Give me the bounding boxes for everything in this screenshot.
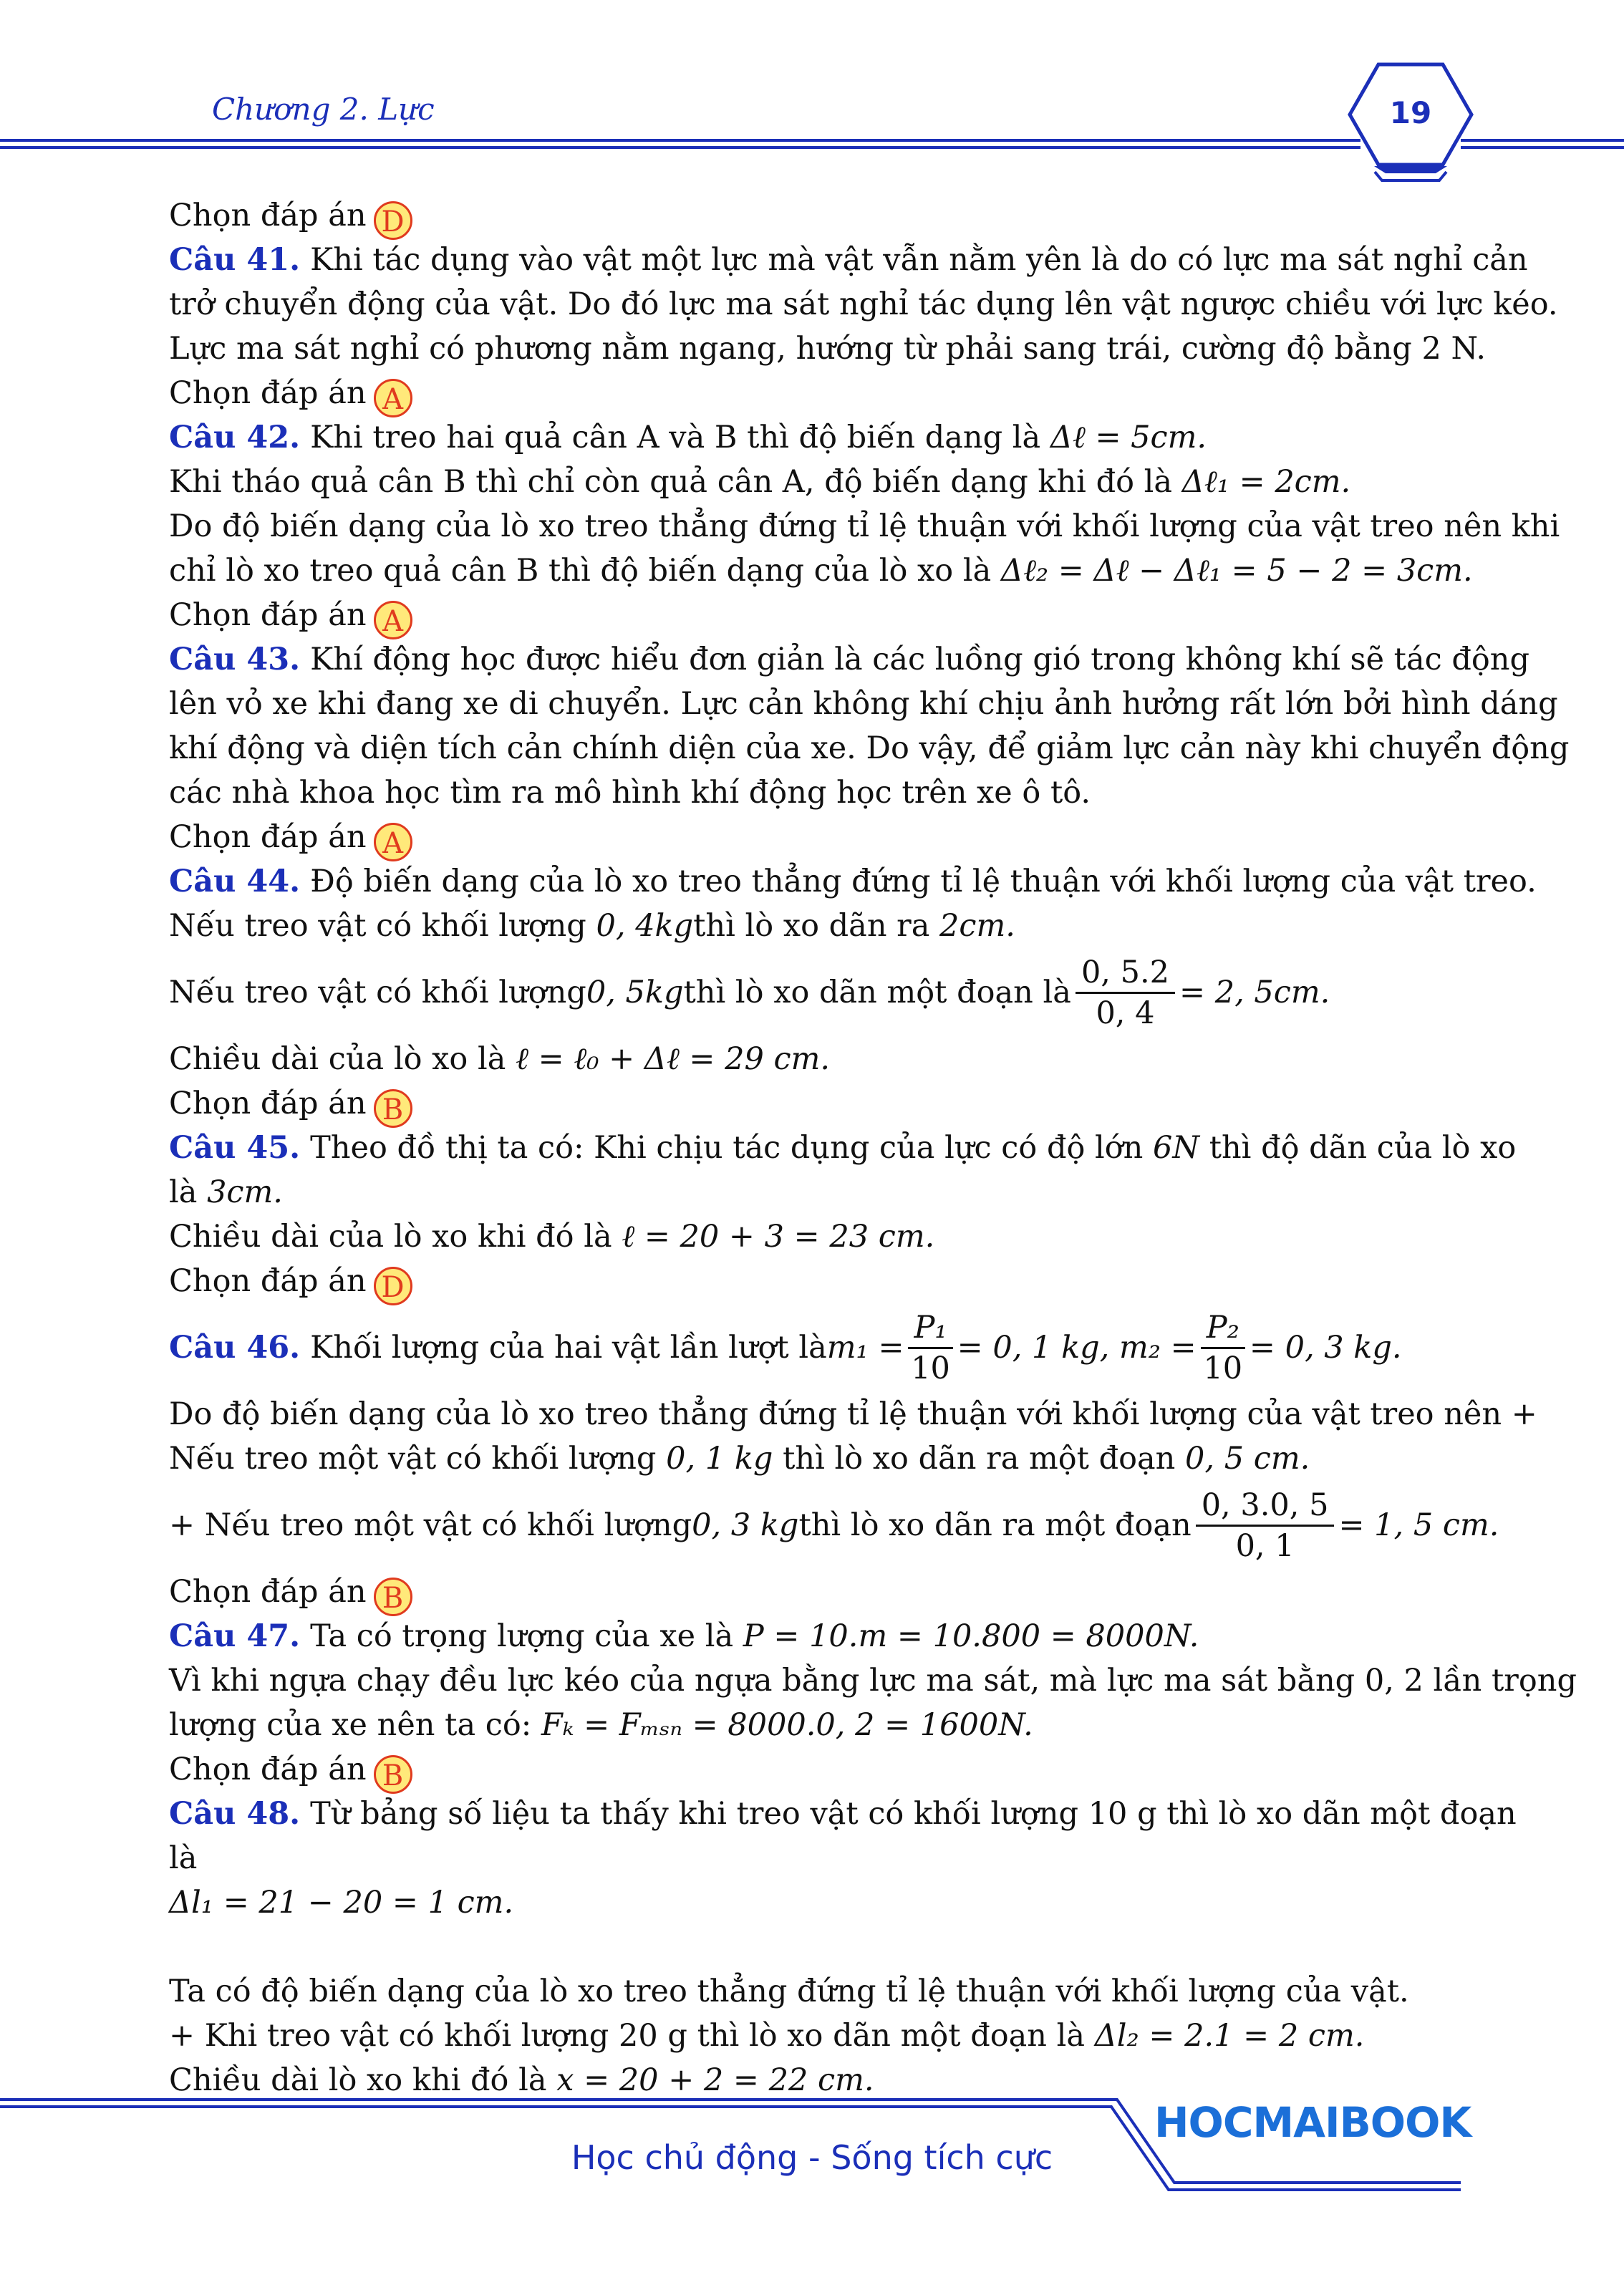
denominator: 10 — [1203, 1350, 1243, 1386]
text-line: là — [169, 1840, 198, 1876]
question-number: Câu 47. — [169, 1618, 301, 1654]
math: ℓ = ℓ₀ + Δℓ = 29 cm. — [516, 1041, 831, 1077]
text-line: Vì khi ngựa chạy đều lực kéo của ngựa bằng lực ma sát, mà lực ma sát bằng 0, 2 lần trọng — [169, 1663, 1577, 1699]
text: Từ bảng số liệu ta thấy khi treo vật có khối lượng 10 g thì lò xo dãn một đoạn — [310, 1796, 1517, 1832]
question-number: Câu 45. — [169, 1130, 301, 1166]
answer-label: Chọn đáp án — [169, 1574, 367, 1610]
math: 3cm. — [207, 1174, 283, 1210]
math: 2cm. — [939, 908, 1015, 944]
text-line: các nhà khoa học tìm ra mô hình khí động học trên xe ô tô. — [169, 775, 1091, 811]
text: Khi treo hai quả cân A và B thì độ biến dạng là — [310, 420, 1050, 455]
question-number: Câu 41. — [169, 242, 301, 278]
answer-label: Chọn đáp án — [169, 375, 367, 411]
answer-badge: B — [374, 1578, 412, 1616]
text: Chiều dài của lò xo là — [169, 1041, 516, 1077]
math: 6N — [1153, 1130, 1200, 1166]
answer-label: Chọn đáp án — [169, 597, 367, 633]
answer-badge: B — [374, 1089, 412, 1128]
math: Fₖ = Fₘₛₙ = 8000.0, 2 = 1600N. — [541, 1707, 1033, 1743]
text: chỉ lò xo treo quả cân B thì độ biến dạng của lò xo là — [169, 553, 1001, 589]
text: thì độ dãn của lò xo — [1199, 1130, 1517, 1166]
text: + Khi treo vật có khối lượng 20 g thì lò xo dãn một đoạn là — [169, 2018, 1095, 2054]
text: Khí động học được hiểu đơn giản là các luồng gió trong không khí sẽ tác động — [310, 642, 1529, 677]
text: lượng của xe nên ta có: — [169, 1707, 541, 1743]
text: Khối lượng của hai vật lần lượt là — [310, 1330, 827, 1366]
numerator: P₂ — [1201, 1308, 1245, 1349]
math: = 0, 1 kg, m₂ = — [957, 1330, 1197, 1366]
text: Độ biến dạng của lò xo treo thẳng đứng tỉ lệ thuận với khối lượng của vật treo. — [310, 864, 1537, 899]
chapter-title: Chương 2. Lực — [212, 92, 435, 127]
page-number: 19 — [1389, 95, 1432, 130]
text: là — [169, 1174, 208, 1210]
text-line: khí động và diện tích cản chính diện của xe. Do vậy, để giảm lực cản này khi chuyển động — [169, 730, 1570, 766]
denominator: 10 — [911, 1350, 950, 1386]
math: Δl₂ = 2.1 = 2 cm. — [1094, 2018, 1365, 2054]
math: Δℓ = 5cm. — [1050, 420, 1207, 455]
answer-badge: D — [374, 1267, 412, 1305]
text: Nếu treo vật có khối lượng — [169, 908, 596, 944]
math: 0, 4kg — [596, 908, 694, 944]
question-number: Câu 44. — [169, 864, 301, 899]
text: Khi tháo quả cân B thì chỉ còn quả cân A, độ biến dạng khi đó là — [169, 464, 1182, 500]
math: 0, 1 kg — [666, 1441, 773, 1477]
math: 0, 5kg — [586, 975, 684, 1010]
answer-badge: A — [374, 601, 412, 639]
math: 0, 5 cm. — [1185, 1441, 1310, 1477]
math: m₁ = — [826, 1330, 904, 1366]
text: thì lò xo dãn một đoạn là — [683, 975, 1071, 1010]
text: thì lò xo dãn ra một đoạn — [773, 1441, 1186, 1477]
numerator: P₁ — [908, 1308, 952, 1349]
text: Chiều dài lò xo khi đó là — [169, 2062, 557, 2098]
text: Theo đồ thị ta có: Khi chịu tác dụng của lực có độ lớn — [310, 1130, 1154, 1166]
numerator: 0, 3.0, 5 — [1196, 1486, 1335, 1527]
math-line: Δl₁ = 21 − 20 = 1 cm. — [169, 1885, 514, 1921]
denominator: 0, 1 — [1235, 1527, 1295, 1564]
publisher-logo: HOCMAIBOOK — [1154, 2098, 1471, 2147]
text: thì lò xo dãn ra một đoạn — [798, 1507, 1192, 1543]
text-line: Ta có độ biến dạng của lò xo treo thẳng đứng tỉ lệ thuận với khối lượng của vật. — [169, 1974, 1409, 2009]
text: Nếu treo một vật có khối lượng — [169, 1441, 667, 1477]
answer-label: Chọn đáp án — [169, 819, 367, 855]
question-number: Câu 48. — [169, 1796, 301, 1832]
math: ℓ = 20 + 3 = 23 cm. — [622, 1219, 935, 1255]
answer-label: Chọn đáp án — [169, 1086, 367, 1121]
text: Nếu treo vật có khối lượng — [169, 975, 586, 1010]
text-line: trở chuyển động của vật. Do đó lực ma sát nghỉ tác dụng lên vật ngược chiều với lực kéo. — [169, 286, 1558, 322]
answer-label: Chọn đáp án — [169, 1263, 367, 1299]
answer-badge: A — [374, 823, 412, 861]
math: x = 20 + 2 = 22 cm. — [556, 2062, 874, 2098]
math: Δℓ₁ = 2cm. — [1181, 464, 1351, 500]
text: Chiều dài của lò xo khi đó là — [169, 1219, 622, 1255]
question-number: Câu 43. — [169, 642, 301, 677]
answer-label: Chọn đáp án — [169, 198, 367, 233]
question-number: Câu 42. — [169, 420, 301, 455]
answer-label: Chọn đáp án — [169, 1752, 367, 1787]
text: + Nếu treo một vật có khối lượng — [169, 1507, 692, 1543]
text-line: lên vỏ xe khi đang xe di chuyển. Lực cản không khí chịu ảnh hưởng rất lớn bởi hình dáng — [169, 686, 1558, 722]
denominator: 0, 4 — [1096, 995, 1155, 1031]
math: 0, 3 kg — [692, 1507, 799, 1543]
text-line: Lực ma sát nghỉ có phương nằm ngang, hướng từ phải sang trái, cường độ bằng 2 N. — [169, 331, 1487, 367]
answer-badge: D — [374, 201, 412, 240]
answer-badge: B — [374, 1755, 412, 1794]
text-line: Do độ biến dạng của lò xo treo thẳng đứng tỉ lệ thuận với khối lượng của vật treo nên khi — [169, 508, 1560, 544]
numerator: 0, 5.2 — [1076, 953, 1175, 994]
math: Δℓ₂ = Δℓ − Δℓ₁ = 5 − 2 = 3cm. — [1000, 553, 1473, 589]
math: P = 10.m = 10.800 = 8000N. — [743, 1618, 1199, 1654]
answer-badge: A — [374, 379, 412, 417]
footer-slogan: Học chủ động - Sống tích cực — [571, 2138, 1053, 2177]
question-number: Câu 46. — [169, 1330, 301, 1366]
text: Ta có trọng lượng của xe là — [310, 1618, 743, 1654]
text-line: Do độ biến dạng của lò xo treo thẳng đứng tỉ lệ thuận với khối lượng của vật treo nên + — [169, 1396, 1537, 1432]
math: = 2, 5cm. — [1179, 975, 1330, 1010]
math: = 0, 3 kg. — [1249, 1330, 1402, 1366]
math: = 1, 5 cm. — [1338, 1507, 1499, 1543]
text: Khi tác dụng vào vật một lực mà vật vẫn nằm yên là do có lực ma sát nghỉ cản — [310, 242, 1528, 278]
text: thì lò xo dãn ra — [693, 908, 940, 944]
